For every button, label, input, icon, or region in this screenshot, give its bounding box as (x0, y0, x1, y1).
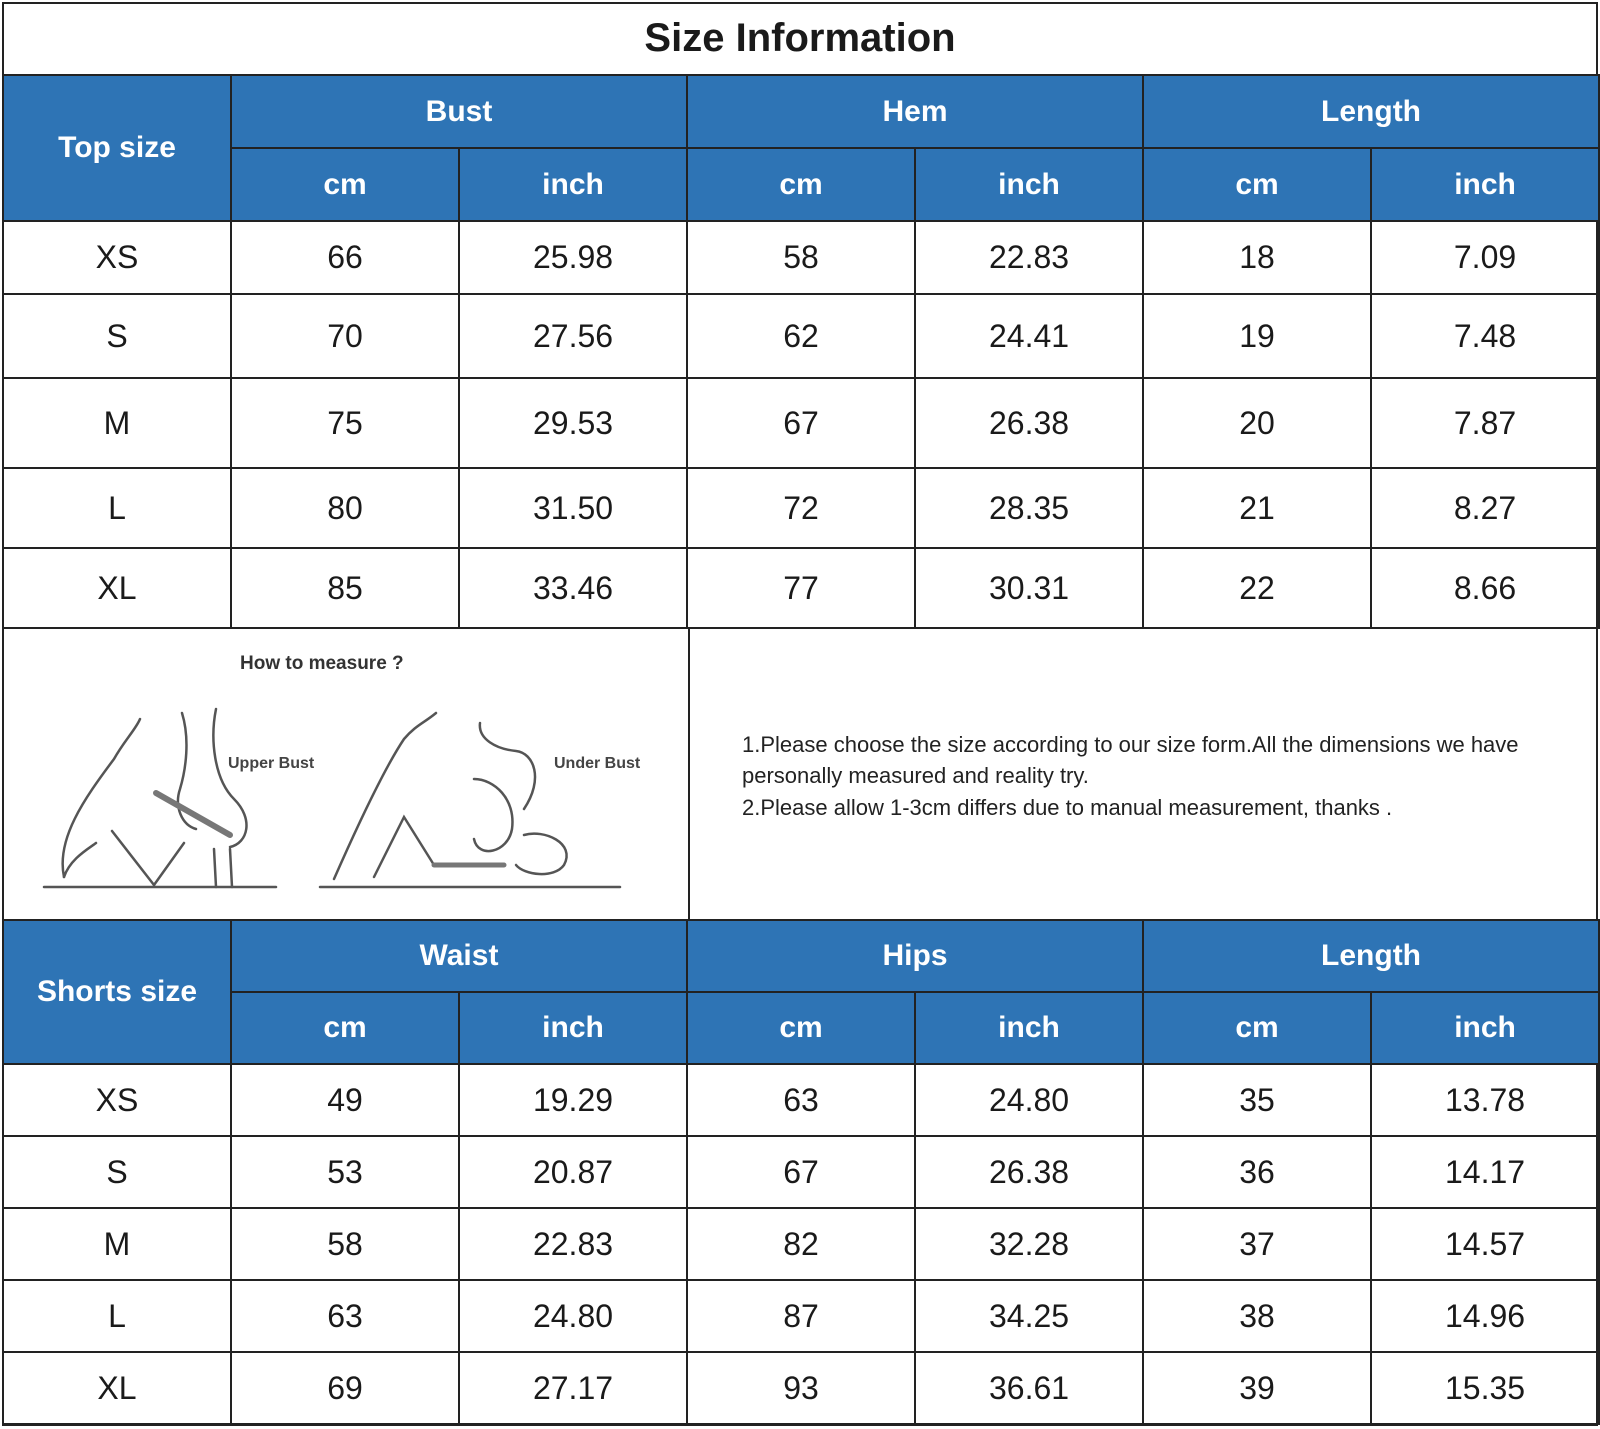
size-cell: XS (3, 1064, 231, 1136)
table-cell: 32.28 (915, 1208, 1143, 1280)
size-cell: XL (3, 1352, 231, 1424)
size-cell: L (3, 468, 231, 548)
table-cell: 24.80 (459, 1280, 687, 1352)
table-cell: 31.50 (459, 468, 687, 548)
unit-header: cm (687, 148, 915, 221)
table-cell: 63 (687, 1064, 915, 1136)
note-line-1: 1.Please choose the size according to our size form.All the dimensions we have personally measured and reality try. (742, 732, 1519, 788)
table-cell: 14.57 (1371, 1208, 1599, 1280)
table-cell: 24.80 (915, 1064, 1143, 1136)
shorts-size-header: Shorts size (3, 920, 231, 1064)
table-cell: 80 (231, 468, 459, 548)
unit-header: cm (231, 992, 459, 1064)
table-cell: 14.17 (1371, 1136, 1599, 1208)
table-cell: 26.38 (915, 378, 1143, 468)
table-cell: 22.83 (915, 221, 1143, 294)
table-cell: 25.98 (459, 221, 687, 294)
table-cell: 63 (231, 1280, 459, 1352)
waist-header: Waist (231, 920, 687, 992)
table-cell: 53 (231, 1136, 459, 1208)
upper-bust-label: Upper Bust (228, 755, 315, 772)
table-cell: 66 (231, 221, 459, 294)
shorts-size-table (2, 919, 1600, 1425)
table-cell: 85 (231, 548, 459, 628)
table-cell: 8.66 (1371, 548, 1599, 628)
size-cell: S (3, 1136, 231, 1208)
table-cell: 7.48 (1371, 294, 1599, 378)
table-row (3, 221, 1599, 294)
table-cell: 67 (687, 378, 915, 468)
table-cell: 82 (687, 1208, 915, 1280)
unit-header: inch (459, 148, 687, 221)
table-cell: 22.83 (459, 1208, 687, 1280)
size-cell: XL (3, 548, 231, 628)
size-notes (688, 627, 1598, 921)
table-cell: 58 (231, 1208, 459, 1280)
table-row (3, 1208, 1599, 1280)
table-cell: 7.87 (1371, 378, 1599, 468)
unit-header: cm (1143, 992, 1371, 1064)
table-cell: 27.56 (459, 294, 687, 378)
table-cell: 19 (1143, 294, 1371, 378)
table-cell: 19.29 (459, 1064, 687, 1136)
table-cell: 49 (231, 1064, 459, 1136)
length-header: Length (1143, 75, 1599, 148)
unit-header: inch (459, 992, 687, 1064)
table-cell: 35 (1143, 1064, 1371, 1136)
size-cell: M (3, 378, 231, 468)
table-cell: 67 (687, 1136, 915, 1208)
table-cell: 21 (1143, 468, 1371, 548)
length-header: Length (1143, 920, 1599, 992)
bust-header: Bust (231, 75, 687, 148)
table-cell: 22 (1143, 548, 1371, 628)
table-row (3, 294, 1599, 378)
table-cell: 93 (687, 1352, 915, 1424)
table-cell: 28.35 (915, 468, 1143, 548)
table-cell: 24.41 (915, 294, 1143, 378)
top-size-table (2, 74, 1600, 629)
table-row (3, 1352, 1599, 1424)
unit-header: inch (915, 992, 1143, 1064)
unit-header: inch (1371, 148, 1599, 221)
table-cell: 20.87 (459, 1136, 687, 1208)
table-cell: 37 (1143, 1208, 1371, 1280)
table-cell: 14.96 (1371, 1280, 1599, 1352)
table-cell: 18 (1143, 221, 1371, 294)
unit-header: inch (915, 148, 1143, 221)
table-cell: 15.35 (1371, 1352, 1599, 1424)
size-cell: S (3, 294, 231, 378)
table-cell: 39 (1143, 1352, 1371, 1424)
table-cell: 75 (231, 378, 459, 468)
table-cell: 72 (687, 468, 915, 548)
size-cell: M (3, 1208, 231, 1280)
top-size-header: Top size (3, 75, 231, 221)
table-cell: 58 (687, 221, 915, 294)
how-to-measure-title: How to measure ? (240, 653, 404, 674)
table-row (3, 1064, 1599, 1136)
table-cell: 26.38 (915, 1136, 1143, 1208)
table-row (3, 468, 1599, 548)
table-row (3, 548, 1599, 628)
unit-header: inch (1371, 992, 1599, 1064)
table-cell: 38 (1143, 1280, 1371, 1352)
how-to-measure-panel (2, 627, 690, 921)
under-bust-label: Under Bust (554, 755, 641, 772)
table-cell: 27.17 (459, 1352, 687, 1424)
table-cell: 36 (1143, 1136, 1371, 1208)
table-cell: 87 (687, 1280, 915, 1352)
table-cell: 77 (687, 548, 915, 628)
unit-header: cm (231, 148, 459, 221)
table-cell: 30.31 (915, 548, 1143, 628)
hips-header: Hips (687, 920, 1143, 992)
table-cell: 13.78 (1371, 1064, 1599, 1136)
note-line-2: 2.Please allow 1-3cm differs due to manual measurement, thanks . (742, 795, 1393, 820)
table-cell: 70 (231, 294, 459, 378)
table-cell: 62 (687, 294, 915, 378)
table-cell: 7.09 (1371, 221, 1599, 294)
size-cell: L (3, 1280, 231, 1352)
table-row (3, 378, 1599, 468)
table-cell: 8.27 (1371, 468, 1599, 548)
table-cell: 29.53 (459, 378, 687, 468)
size-cell: XS (3, 221, 231, 294)
table-cell: 36.61 (915, 1352, 1143, 1424)
table-row (3, 1136, 1599, 1208)
hem-header: Hem (687, 75, 1143, 148)
unit-header: cm (687, 992, 915, 1064)
page-title: Size Information (2, 2, 1598, 76)
table-cell: 69 (231, 1352, 459, 1424)
table-cell: 33.46 (459, 548, 687, 628)
table-cell: 20 (1143, 378, 1371, 468)
table-cell: 34.25 (915, 1280, 1143, 1352)
unit-header: cm (1143, 148, 1371, 221)
table-row (3, 1280, 1599, 1352)
measure-sketch (4, 629, 688, 919)
